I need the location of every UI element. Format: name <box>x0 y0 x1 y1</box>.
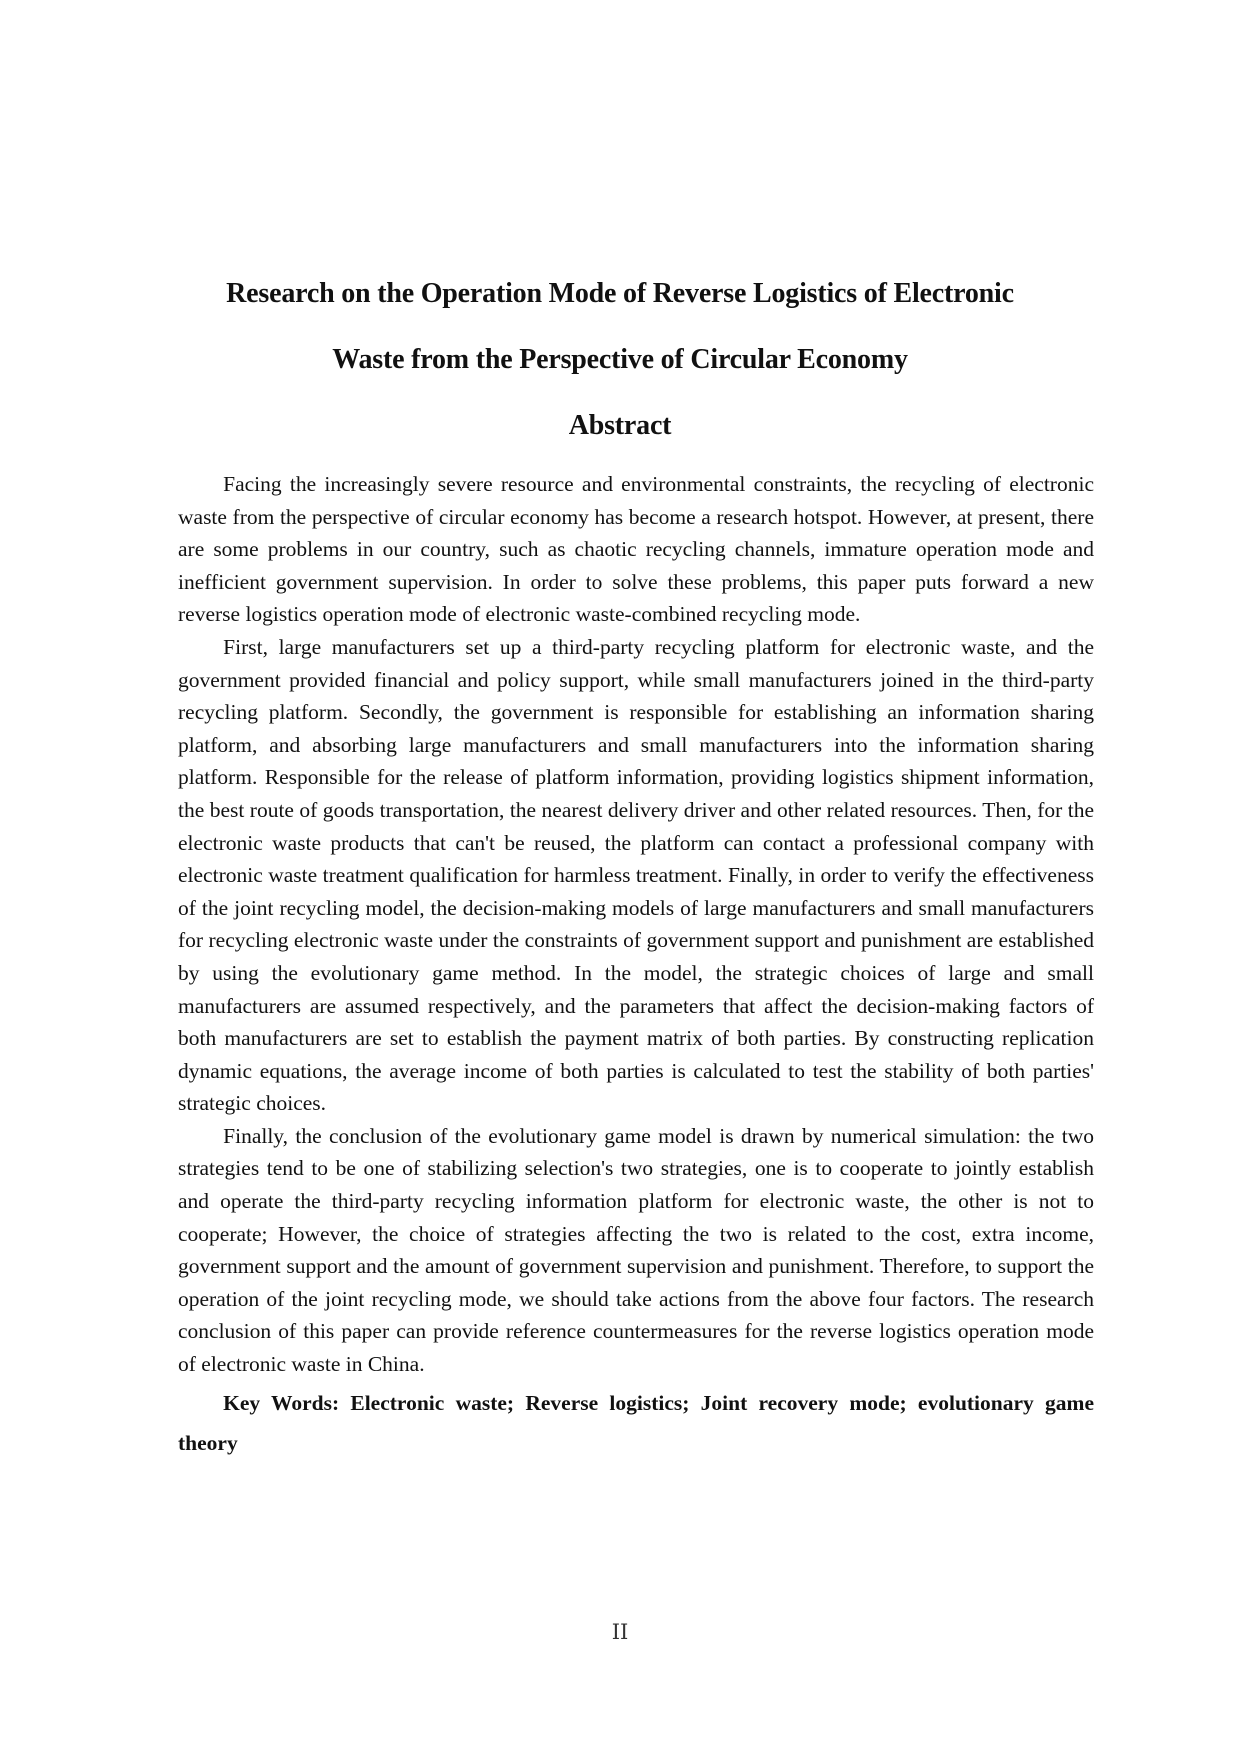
title-line-1: Research on the Operation Mode of Reverse Logistics of Electronic <box>226 278 1014 309</box>
abstract-heading: Abstract <box>568 410 672 441</box>
title-line-2: Waste from the Perspective of Circular Economy <box>332 344 908 375</box>
abstract-body <box>178 468 1094 1463</box>
keywords: Key Words: Electronic waste; Reverse logistics; Joint recovery mode; evolutionary game theory <box>178 1390 1094 1455</box>
page-number: II <box>611 1620 629 1644</box>
abstract-paragraph-1: Facing the increasingly severe resource and environmental constraints, the recycling of electronic waste from the perspective of circular economy has become a research hotspot. However, at present, there are some problems in our country, such as chaotic recycling channels, immature operation mode and inefficient government supervision. In order to solve these problems, this paper puts forward a new reverse logistics operation mode of electronic waste-combined recycling mode. <box>178 472 1094 627</box>
abstract-paragraph-2: First, large manufacturers set up a third-party recycling platform for electronic waste, and the government provided financial and policy support, while small manufacturers joined in the third-party recycling platform. Secondly, the government is responsible for establishing an information sharing platform, and absorbing large manufacturers and small manufacturers into the information sharing platform. Responsible for the release of platform information, providing logistics shipment information, the best route of goods transportation, the nearest delivery driver and other related resources. Then, for the electronic waste products that can't be reused, the platform can contact a professional company with electronic waste treatment qualification for harmless treatment. Finally, in order to verify the effectiveness of the joint recycling model, the decision-making models of large manufacturers and small manufacturers for recycling electronic waste under the constraints of government support and punishment are established by using the evolutionary game method. In the model, the strategic choices of large and small manufacturers are assumed respectively, and the parameters that affect the decision-making factors of both manufacturers are set to establish the payment matrix of both parties. By constructing replication dynamic equations, the average income of both parties is calculated to test the stability of both parties' strategic choices. <box>178 634 1094 1116</box>
abstract-paragraph-3: Finally, the conclusion of the evolutionary game model is drawn by numerical simulation: the two strategies tend to be one of stabilizing selection's two strategies, one is to cooperate to jointly establish and operate the third-party recycling information platform for electronic waste, the other is not to cooperate; However, the choice of strategies affecting the two is related to the cost, extra income, government support and the amount of government supervision and punishment. Therefore, to support the operation of the joint recycling mode, we should take actions from the above four factors. The research conclusion of this paper can provide reference countermeasures for the reverse logistics operation mode of electronic waste in China. <box>178 1123 1094 1377</box>
